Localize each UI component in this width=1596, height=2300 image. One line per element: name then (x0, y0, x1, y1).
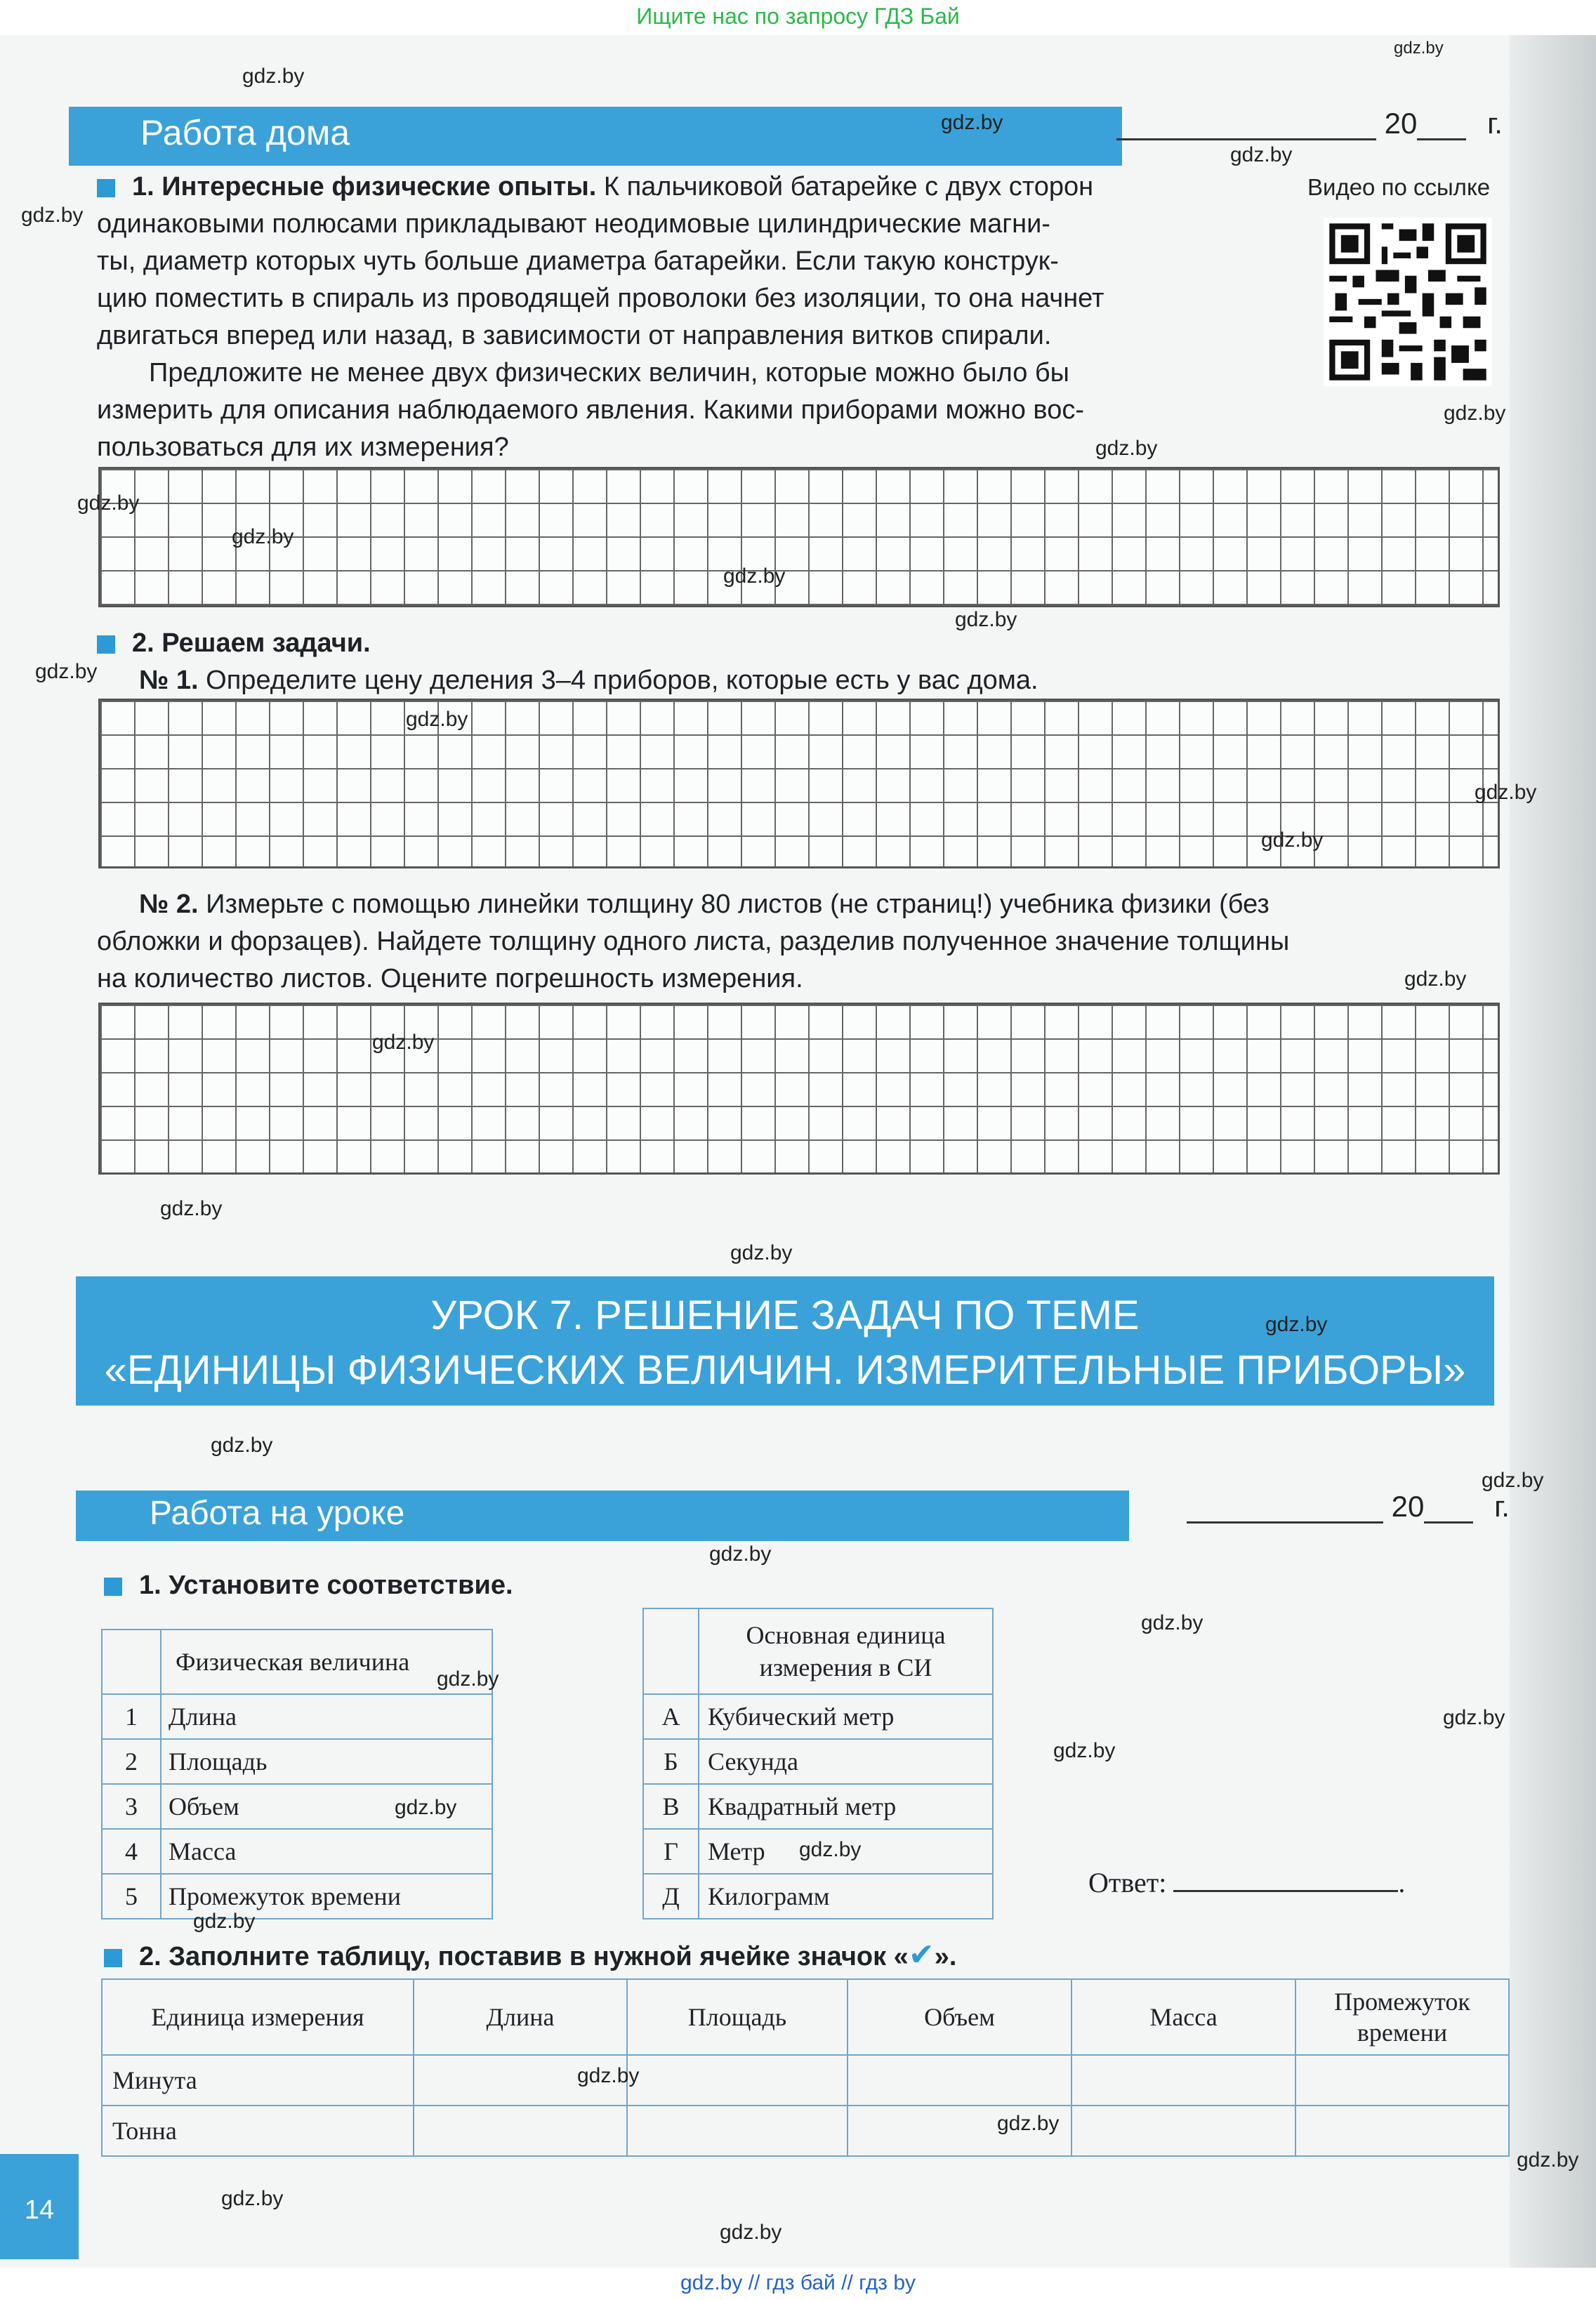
task1-title: 1. Интересные физические опыты. (132, 172, 597, 201)
fill-cell[interactable] (1295, 2055, 1509, 2106)
unit-cell: Квадратный метр (699, 1784, 993, 1829)
watermark: gdz.by (232, 525, 294, 548)
answer-grid-3[interactable] (98, 1003, 1500, 1175)
task1-text-line: двигаться вперед или назад, в зависимости от направления витков спирали. (97, 321, 1052, 350)
answer-label: Ответ: (1088, 1867, 1167, 1898)
task1-question-line: измерить для описания наблюдаемого явления. Какими приборами можно вос- (97, 395, 1084, 425)
task1-text-line: К пальчиковой батарейке с двух сторон (603, 172, 1094, 201)
unit-table (642, 1608, 994, 1919)
watermark: gdz.by (221, 2187, 284, 2210)
bullet-square-icon (97, 635, 115, 654)
problem1-number: № 1. (139, 666, 199, 695)
watermark: gdz.by (1517, 2148, 1579, 2172)
watermark: gdz.by (997, 2112, 1060, 2135)
fill-cell[interactable] (627, 2106, 848, 2156)
watermark: gdz.by (193, 1910, 256, 1933)
watermark: gdz.by (799, 1838, 862, 1861)
watermark: gdz.by (21, 204, 84, 227)
watermark: gdz.by (35, 660, 98, 683)
fill-table-header: Объем (848, 1979, 1071, 2055)
quantity-cell: Объем (161, 1784, 492, 1829)
fill-cell[interactable] (414, 2106, 627, 2156)
fill-table-row-label: Минута (102, 2055, 414, 2106)
watermark: gdz.by (77, 491, 140, 515)
watermark: gdz.by (709, 1542, 772, 1566)
row-number: 4 (102, 1829, 161, 1874)
fill-table (101, 1978, 1510, 2157)
fill-table-header: Промежуток времени (1295, 1979, 1509, 2055)
lesson-title-line1: УРОК 7. РЕШЕНИЕ ЗАДАЧ ПО ТЕМЕ (430, 1293, 1140, 1338)
watermark: gdz.by (372, 1031, 435, 1054)
lesson-banner (76, 1276, 1494, 1406)
fill-table-header: Масса (1071, 1979, 1295, 2055)
bullet-square-icon (97, 179, 115, 197)
quantity-table-header: Физическая величина (161, 1630, 492, 1694)
lesson-task2-title: 2. Заполните таблицу, поставив в нужной ячейке значок « (139, 1942, 909, 1971)
fill-table-header: Площадь (627, 1979, 848, 2055)
fill-cell[interactable] (1295, 2106, 1509, 2156)
task1-text-line: ты, диаметр которых чуть больше диаметра батарейки. Если такую конструк- (97, 246, 1059, 276)
lesson-title-line2: «ЕДИНИЦЫ ФИЗИЧЕСКИХ ВЕЛИЧИН. ИЗМЕРИТЕЛЬНЫЕ ПРИБОРЫ» (104, 1347, 1466, 1393)
row-letter: Б (643, 1739, 699, 1784)
unit-cell: Кубический метр (699, 1694, 993, 1739)
fill-table-row-label: Тонна (102, 2106, 414, 2156)
watermark: gdz.by (1053, 1739, 1116, 1762)
lesson-task2-heading (104, 1936, 956, 1976)
watermark: gdz.by (1230, 143, 1293, 166)
watermark: gdz.by (730, 1241, 793, 1264)
watermark: gdz.by (160, 1197, 223, 1220)
task1-question-line: Предложите не менее двух физических величин, которые можно было бы (149, 358, 1069, 388)
quantity-cell: Длина (161, 1694, 492, 1739)
watermark: gdz.by (723, 564, 786, 588)
unit-cell: Метр (699, 1829, 993, 1874)
unit-cell: Секунда (699, 1739, 993, 1784)
fill-cell[interactable] (848, 2055, 1071, 2106)
quantity-table (101, 1629, 493, 1919)
bullet-square-icon (104, 1578, 122, 1596)
problem2-text-line: обложки и форзацев). Найдете толщину одного листа, разделив полученное значение толщины (97, 927, 1290, 956)
watermark: gdz.by (1404, 967, 1467, 991)
bottom-ad-banner: gdz.by // гдз бай // гдз by (0, 2268, 1596, 2300)
fill-cell[interactable] (1071, 2106, 1295, 2156)
page-number: 14 (0, 2154, 79, 2259)
row-number: 2 (102, 1739, 161, 1784)
watermark: gdz.by (1443, 1706, 1505, 1729)
row-number: 1 (102, 1694, 161, 1739)
problem2-number: № 2. (139, 890, 199, 919)
watermark: gdz.by (1482, 1469, 1544, 1492)
qr-caption: Видео по ссылке (1307, 174, 1491, 200)
task2-title: 2. Решаем задачи. (132, 628, 371, 658)
top-ad-banner: Ищите нас по запросу ГДЗ Бай (0, 0, 1596, 35)
lesson-task1-title: 1. Установите соответствие. (139, 1571, 513, 1600)
task1-block (97, 168, 1291, 466)
watermark: gdz.by (211, 1434, 273, 1457)
watermark: gdz.by (955, 608, 1017, 631)
row-letter: Г (643, 1829, 699, 1874)
watermark: gdz.by (1444, 402, 1506, 425)
fill-table-header: Единица измерения (102, 1979, 414, 2055)
fill-table-header: Длина (414, 1979, 627, 2055)
answer-field[interactable]: Ответ: . (1088, 1867, 1406, 1898)
row-letter: В (643, 1784, 699, 1829)
quantity-cell: Площадь (161, 1739, 492, 1784)
task1-text-line: одинаковыми полюсами прикладывают неодимовые цилиндрические магни- (97, 209, 1050, 239)
page-fold-shadow (1510, 35, 1596, 2268)
watermark: gdz.by (406, 708, 468, 731)
lesson-task1-heading (104, 1567, 513, 1604)
task2-block (97, 625, 1494, 699)
watermark: gdz.by (577, 2064, 640, 2087)
task1-question-line: пользоваться для их измерения? (97, 432, 509, 462)
problem1-text: Определите цену деления 3–4 приборов, которые есть у вас дома. (206, 666, 1038, 695)
watermark: gdz.by (1265, 1313, 1328, 1336)
watermark: gdz.by (395, 1796, 457, 1819)
quantity-cell: Масса (161, 1829, 492, 1874)
problem2-text-line: на количество листов. Оцените погрешность измерения. (97, 964, 803, 993)
watermark: gdz.by (1261, 828, 1324, 852)
watermark: gdz.by (1394, 39, 1444, 58)
watermark: gdz.by (242, 65, 305, 88)
fill-cell[interactable] (627, 2055, 848, 2106)
unit-cell: Килограмм (699, 1874, 993, 1919)
quantity-cell: Промежуток времени (161, 1874, 492, 1919)
row-number: 5 (102, 1874, 161, 1919)
task1-text-line: цию поместить в спираль из проводящей проволоки без изоляции, то она начнет (97, 284, 1104, 313)
row-letter: Д (643, 1874, 699, 1919)
problem2-text-line: Измерьте с помощью линейки толщину 80 листов (не страниц!) учебника физики (без (206, 890, 1269, 919)
date-line-2: 20 г. (1187, 1490, 1510, 1524)
section-title: Работа дома (140, 113, 350, 152)
watermark: gdz.by (437, 1667, 499, 1691)
subsection-title: Работа на уроке (150, 1495, 405, 1532)
date-line: 20 г. (1116, 107, 1503, 140)
watermark: gdz.by (1095, 437, 1158, 460)
lesson-task2-title-end: ». (934, 1942, 957, 1971)
checkmark-icon: ✔ (908, 1938, 935, 1972)
row-number: 3 (102, 1784, 161, 1829)
row-letter: А (643, 1694, 699, 1739)
watermark: gdz.by (941, 111, 1003, 134)
problem2-block (97, 886, 1494, 998)
unit-table-header: Основная единица измерения в СИ (699, 1608, 993, 1694)
watermark: gdz.by (1475, 781, 1537, 804)
fill-cell[interactable] (1071, 2055, 1295, 2106)
watermark: gdz.by (1141, 1611, 1203, 1634)
watermark: gdz.by (720, 2221, 782, 2244)
bullet-square-icon (104, 1949, 122, 1967)
answer-grid-1[interactable] (98, 467, 1500, 607)
qr-code-icon[interactable] (1324, 218, 1492, 386)
